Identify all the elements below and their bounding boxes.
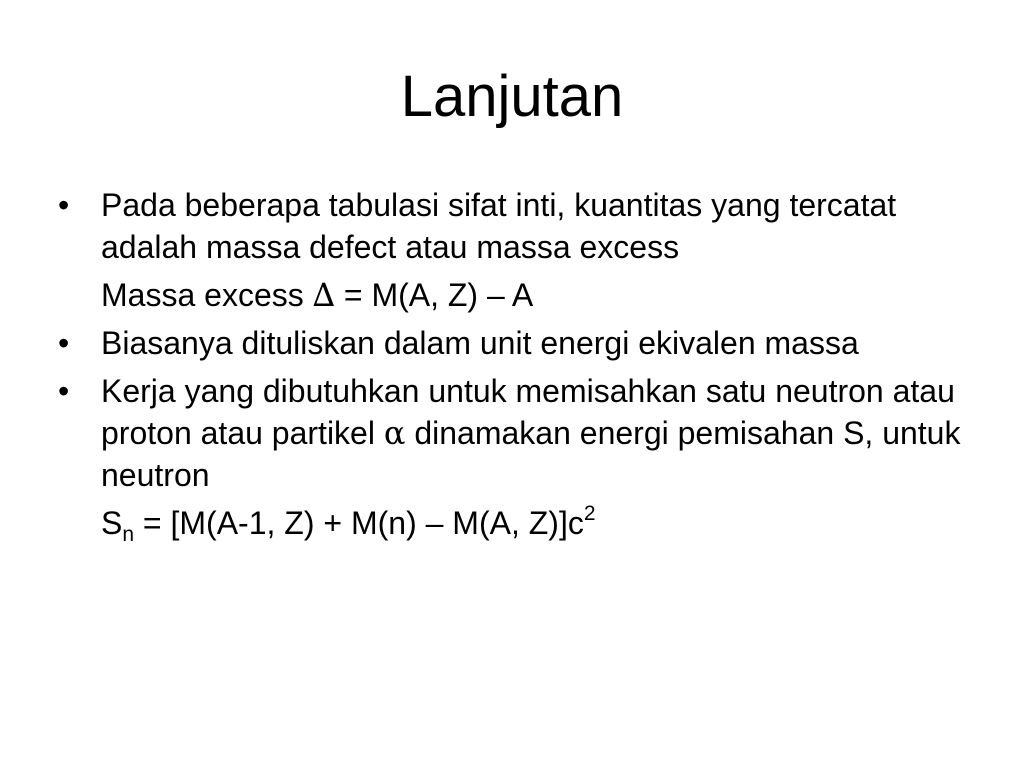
bullet-marker: •	[58, 373, 70, 409]
equation-superscript: 2	[583, 502, 596, 525]
equation-rhs: = M(A, Z) – A	[343, 277, 534, 313]
equation-symbol: S	[101, 505, 123, 541]
alpha-symbol: α	[383, 414, 406, 452]
bullet-item-1	[58, 184, 968, 268]
equation-lhs: Massa excess	[101, 277, 304, 313]
bullet-item-2	[58, 322, 968, 364]
equation-massa-excess	[58, 274, 968, 316]
delta-symbol: ∆	[312, 276, 335, 314]
bullet-text-3: Kerja yang dibutuhkan untuk memisahkan satu neutron atau proton atau partikel	[101, 373, 955, 451]
bullet-text-3-tail: dinamakan energi pemisahan S, untuk neutron	[101, 415, 961, 493]
bullet-marker: •	[58, 187, 70, 223]
bullet-text-2: Biasanya dituliskan dalam unit energi ekivalen massa	[101, 325, 859, 361]
bullet-item-3	[58, 370, 968, 496]
equation-separation-energy	[58, 502, 968, 544]
slide-body	[58, 184, 968, 544]
slide-title: Lanjutan	[400, 64, 624, 129]
bullet-marker: •	[58, 325, 70, 361]
equation-body: = [M(A-1, Z) + M(n) – M(A, Z)]c	[142, 505, 584, 541]
equation-subscript: n	[122, 523, 135, 546]
bullet-text-1: Pada beberapa tabulasi sifat inti, kuantitas yang tercatat adalah massa defect atau massa excess	[101, 187, 897, 265]
